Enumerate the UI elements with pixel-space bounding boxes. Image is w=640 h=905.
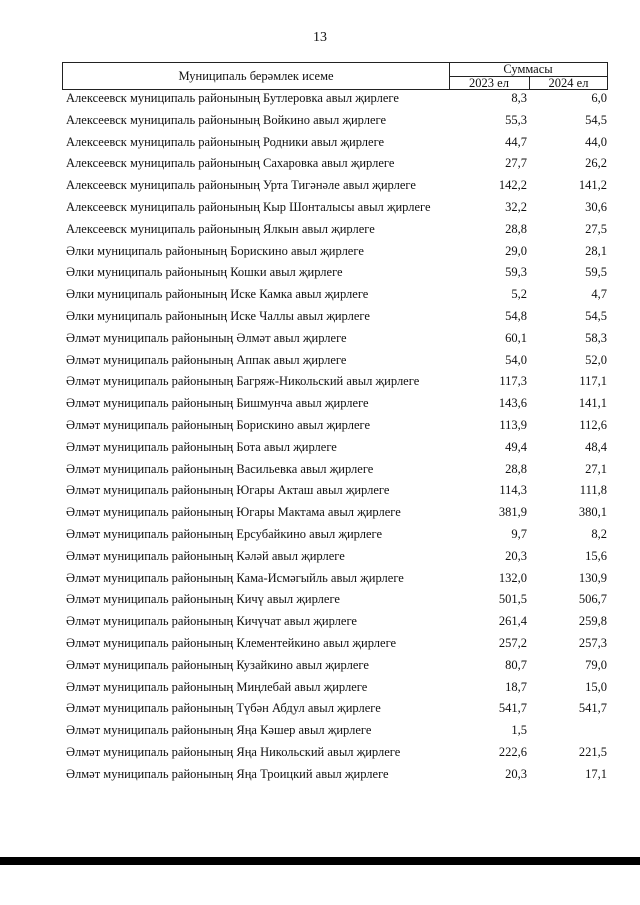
amount-2024: 27,5: [585, 221, 607, 236]
municipality-name: Алексеевск муниципаль районының Войкино авыл җирлеге: [66, 112, 387, 127]
amount-2023: 27,7: [505, 156, 527, 171]
amount-2024: 8,2: [591, 526, 607, 541]
municipality-name: Әлмәт муниципаль районының Яңа Троицкий авыл җирлеге: [66, 766, 389, 781]
amount-2024: 28,1: [585, 243, 607, 258]
municipality-name: Әлмәт муниципаль районының Бота авыл җирлеге: [66, 439, 337, 454]
amount-2023: 20,3: [505, 548, 527, 563]
table-row: [0, 284, 640, 306]
municipality-name: Әлмәт муниципаль районының Васильевка авыл җирлеге: [66, 461, 374, 476]
amount-2023: 222,6: [498, 744, 527, 759]
amount-2023: 54,0: [505, 352, 527, 367]
amount-2023: 113,9: [499, 417, 527, 432]
municipality-name: Әлмәт муниципаль районының Кәләй авыл җирлеге: [66, 548, 345, 563]
amount-2023: 32,2: [505, 199, 527, 214]
table-row: [0, 698, 640, 720]
municipality-name: Әлмәт муниципаль районының Борискино авыл җирлеге: [66, 417, 371, 432]
amount-2024: 111,8: [579, 483, 607, 498]
municipality-name: Әлмәт муниципаль районының Югары Мактама авыл җирлеге: [66, 505, 401, 520]
amount-2024: 54,5: [585, 112, 607, 127]
amount-2023: 257,2: [498, 635, 527, 650]
table-row: [0, 502, 640, 524]
amount-2024: 117,1: [579, 374, 607, 389]
amount-2024: 58,3: [585, 330, 607, 345]
table-row: [0, 677, 640, 699]
column-header-municipality: Муниципаль берәмлек исеме: [63, 63, 450, 89]
amount-2024: 79,0: [585, 657, 607, 672]
table-row: [0, 110, 640, 132]
municipality-name: Алексеевск муниципаль районының Сахаровка авыл җирлеге: [66, 156, 395, 171]
table-row: [0, 350, 640, 372]
table-row: [0, 764, 640, 786]
municipality-name: Әлмәт муниципаль районының Бишмунча авыл җирлеге: [66, 396, 369, 411]
amount-2024: 15,6: [585, 548, 607, 563]
amount-2023: 18,7: [505, 679, 527, 694]
municipality-name: Әлмәт муниципаль районының Кузайкино авыл җирлеге: [66, 657, 369, 672]
amount-2023: 44,7: [505, 134, 527, 149]
amount-2023: 49,4: [505, 439, 527, 454]
amount-2024: 257,3: [578, 635, 607, 650]
table-row: [0, 655, 640, 677]
amount-2024: 380,1: [578, 505, 607, 520]
municipality-name: Әлмәт муниципаль районының Ерсубайкино авыл җирлеге: [66, 526, 383, 541]
amount-2023: 59,3: [505, 265, 527, 280]
column-header-amount: Суммасы: [449, 63, 607, 77]
amount-2023: 28,8: [505, 221, 527, 236]
amount-2024: 112,6: [579, 417, 607, 432]
amount-2023: 1,5: [511, 723, 527, 738]
table-body: [0, 88, 640, 786]
municipality-name: Алексеевск муниципаль районының Урта Тигәнәле авыл җирлеге: [66, 178, 416, 193]
amount-2024: 48,4: [585, 439, 607, 454]
municipality-name: Әлки муниципаль районының Борискино авыл җирлеге: [66, 243, 364, 258]
amount-2024: 44,0: [585, 134, 607, 149]
municipality-name: Әлмәт муниципаль районының Әлмәт авыл җирлеге: [66, 330, 347, 345]
amount-2023: 501,5: [498, 592, 527, 607]
municipality-name: Әлмәт муниципаль районының Миңлебай авыл җирлеге: [66, 679, 368, 694]
amount-2023: 29,0: [505, 243, 527, 258]
municipality-name: Әлмәт муниципаль районының Кичү авыл җирлеге: [66, 592, 340, 607]
amount-2024: 54,5: [585, 308, 607, 323]
municipality-name: Әлмәт муниципаль районының Кичүчат авыл җирлеге: [66, 614, 357, 629]
municipality-name: Әлки муниципаль районының Иске Камка авыл җирлеге: [66, 287, 369, 302]
amount-2024: 506,7: [578, 592, 607, 607]
table-row: [0, 306, 640, 328]
table-row: [0, 524, 640, 546]
amount-2024: 30,6: [585, 199, 607, 214]
amount-2024: 4,7: [591, 287, 607, 302]
amount-2023: 5,2: [511, 287, 527, 302]
table-row: [0, 88, 640, 110]
table-row: [0, 633, 640, 655]
municipality-name: Алексеевск муниципаль районының Кыр Шонталысы авыл җирлеге: [66, 199, 431, 214]
amount-2024: 541,7: [578, 701, 607, 716]
amount-2023: 117,3: [499, 374, 527, 389]
table-row: [0, 611, 640, 633]
table-row: [0, 720, 640, 742]
table-row: [0, 589, 640, 611]
amount-2023: 261,4: [498, 614, 527, 629]
amount-2024: 6,0: [591, 91, 607, 105]
amount-2023: 20,3: [505, 766, 527, 781]
municipality-name: Әлмәт муниципаль районының Кама-Исмәгыйль авыл җирлеге: [66, 570, 404, 585]
amount-2023: 381,9: [498, 505, 527, 520]
municipality-name: Алексеевск муниципаль районының Родники авыл җирлеге: [66, 134, 385, 149]
municipality-name: Алексеевск муниципаль районының Ялкын авыл җирлеге: [66, 221, 375, 236]
table-row: [0, 459, 640, 481]
municipality-name: Әлки муниципаль районының Кошки авыл җирлеге: [66, 265, 343, 280]
amount-2024: 130,9: [578, 570, 607, 585]
table-row: [0, 197, 640, 219]
table-row: [0, 241, 640, 263]
table-row: [0, 371, 640, 393]
municipality-name: Әлмәт муниципаль районының Клементейкино авыл җирлеге: [66, 635, 397, 650]
table-row: [0, 175, 640, 197]
table-header: [62, 62, 608, 90]
table-row: [0, 153, 640, 175]
table-row: [0, 415, 640, 437]
amount-2023: 8,3: [511, 91, 527, 105]
amount-2023: 80,7: [505, 657, 527, 672]
municipality-name: Әлмәт муниципаль районының Яңа Никольский авыл җирлеге: [66, 744, 401, 759]
table-row: [0, 480, 640, 502]
table-row: [0, 262, 640, 284]
municipality-name: Әлмәт муниципаль районының Яңа Кәшер авыл җирлеге: [66, 723, 372, 738]
table-row: [0, 393, 640, 415]
municipality-name: Әлмәт муниципаль районының Багряж-Никольский авыл җирлеге: [66, 374, 420, 389]
amount-2024: 52,0: [585, 352, 607, 367]
municipality-name: Әлмәт муниципаль районының Аппак авыл җирлеге: [66, 352, 347, 367]
table-row: [0, 132, 640, 154]
table-row: [0, 437, 640, 459]
scan-bottom-edge: [0, 857, 640, 865]
table-row: [0, 219, 640, 241]
municipality-name: Әлмәт муниципаль районының Түбән Абдул авыл җирлеге: [66, 701, 381, 716]
amount-2024: 59,5: [585, 265, 607, 280]
table-row: [0, 328, 640, 350]
amount-2024: 259,8: [578, 614, 607, 629]
amount-2024: 26,2: [585, 156, 607, 171]
amount-2023: 143,6: [498, 396, 527, 411]
amount-2023: 55,3: [505, 112, 527, 127]
table-row: [0, 568, 640, 590]
amount-2023: 9,7: [511, 526, 527, 541]
amount-2023: 54,8: [505, 308, 527, 323]
amount-2023: 60,1: [505, 330, 527, 345]
municipality-name: Әлки муниципаль районының Иске Чаллы авыл җирлеге: [66, 308, 370, 323]
amount-2024: 27,1: [585, 461, 607, 476]
amount-2024: 141,2: [578, 178, 607, 193]
amount-2023: 28,8: [505, 461, 527, 476]
amount-2023: 142,2: [498, 178, 527, 193]
municipality-name: Әлмәт муниципаль районының Югары Акташ авыл җирлеге: [66, 483, 390, 498]
column-header-2024: 2024 ел: [548, 76, 589, 90]
municipality-name: Алексеевск муниципаль районының Бутлеровка авыл җирлеге: [66, 91, 399, 105]
amount-2023: 541,7: [498, 701, 527, 716]
table-row: [0, 742, 640, 764]
amount-2024: 141,1: [578, 396, 607, 411]
table-row: [0, 546, 640, 568]
page-number: 13: [313, 30, 327, 45]
amount-2024: 17,1: [585, 766, 607, 781]
amount-2023: 114,3: [499, 483, 527, 498]
column-header-2023: 2023 ел: [449, 77, 530, 89]
amount-2023: 132,0: [498, 570, 527, 585]
amount-2024: 15,0: [585, 679, 607, 694]
amount-2024: 221,5: [578, 744, 607, 759]
